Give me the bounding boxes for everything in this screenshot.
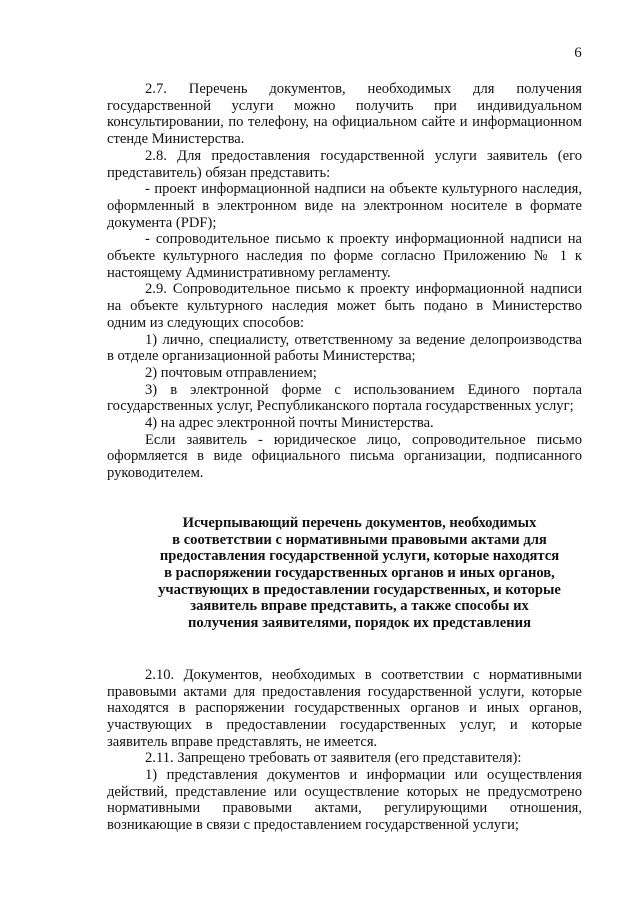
paragraph: 2) почтовым отправлением; <box>145 364 317 381</box>
paragraph: 1) лично, специалисту, ответственному за ведение делопроизводства в отделе организационной работы Министерства; <box>107 331 582 365</box>
paragraph: 2.11. Запрещено требовать от заявителя (его представителя): <box>145 750 522 767</box>
section-heading <box>107 515 582 632</box>
heading-line: заявитель вправе представить, а также способы их <box>190 598 529 615</box>
heading-line: в соответствии с нормативными правовыми актами для <box>172 531 547 548</box>
paragraph: 2.10. Документов, необходимых в соответствии с нормативными правовыми актами для предоставления государственной услуги, которые находятся в распоряжении государственных органов и иных органов, участвующих в предоставлении государственных услуг, и которые заявитель вправе представлять, не имеется. <box>107 666 582 750</box>
heading-line: получения заявителями, порядок их представления <box>188 615 531 632</box>
spacer <box>107 632 582 667</box>
paragraph: 1) представления документов и информации или осуществления действий, представление или осуществление которых не предусмотрено нормативными правовыми актами, регулирующими отношения, возникающие в связи с предоставлением государственной услуги; <box>107 767 582 834</box>
heading-line: в распоряжении государственных органов и иных органов, <box>164 564 555 581</box>
document-body <box>107 81 582 834</box>
paragraph: - сопроводительное письмо к проекту информационной надписи на объекте культурного наследия по форме согласно Приложению № 1 к настоящему Административному регламенту. <box>107 231 582 281</box>
heading-line: Исчерпывающий перечень документов, необходимых <box>182 514 537 531</box>
paragraph: 4) на адрес электронной почты Министерства. <box>145 415 434 432</box>
paragraph: Если заявитель - юридическое лицо, сопроводительное письмо оформляется в виде официального письма организации, подписанного руководителем. <box>107 431 582 482</box>
paragraph: 2.7. Перечень документов, необходимых для получения государственной услуги можно получить при индивидуальном консультировании, по телефону, на официальном сайте и информационном стенде Министерства. <box>107 81 582 148</box>
section-2-10-to-2-11 <box>107 667 582 834</box>
heading-line: участвующих в предоставлении государственных, и которые <box>158 581 561 598</box>
spacer <box>107 482 582 515</box>
paragraph: 2.8. Для предоставления государственной услуги заявитель (его представитель) обязан представить: <box>107 147 582 181</box>
page-number: 6 <box>574 45 582 61</box>
section-2-7-to-2-9 <box>107 81 582 482</box>
paragraph: - проект информационной надписи на объекте культурного наследия, оформленный в электронном виде на электронном носителе в формате документа (PDF); <box>107 181 582 231</box>
heading-line: предоставления государственной услуги, которые находятся <box>159 548 560 565</box>
paragraph: 3) в электронной форме с использованием Единого портала государственных услуг, Республиканского портала государственных услуг; <box>107 381 582 415</box>
paragraph: 2.9. Сопроводительное письмо к проекту информационной надписи на объекте культурного наследия может быть подано в Министерство одним из следующих способов: <box>107 281 582 331</box>
